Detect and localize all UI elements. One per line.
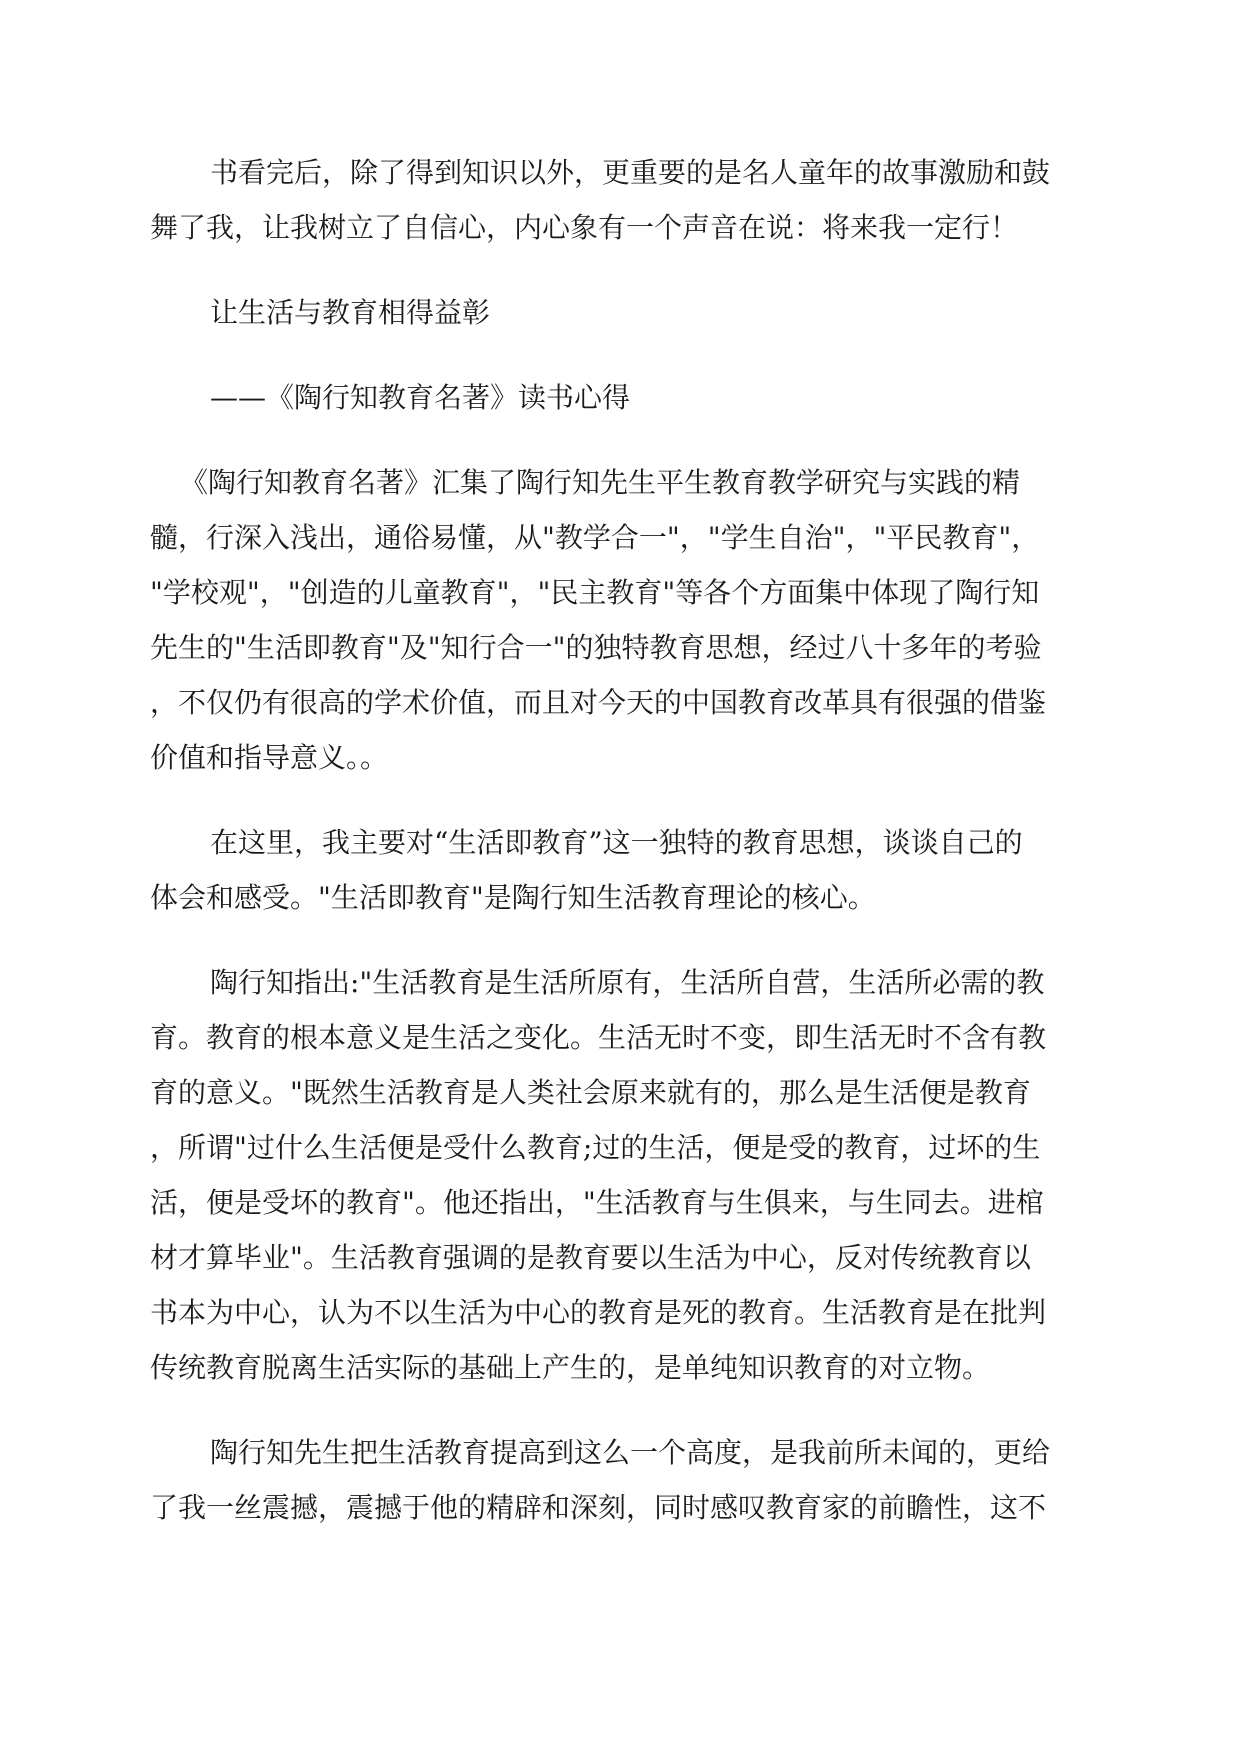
paragraph-5 xyxy=(150,1425,1090,1535)
text-line: ，所谓"过什么生活便是受什么教育;过的生活，便是受的教育，过坏的生 xyxy=(150,1131,1041,1164)
text-line: 书看完后，除了得到知识以外，更重要的是名人童年的故事激励和鼓 xyxy=(210,156,1051,189)
text-line: 体会和感受。"生活即教育"是陶行知生活教育理论的核心。 xyxy=(150,881,876,914)
text-line: 髓，行深入浅出，通俗易懂，从"教学合一"，"学生自治"，"平民教育"， xyxy=(150,521,1040,554)
paragraph-3 xyxy=(150,815,1090,925)
article-title: 让生活与教育相得益彰 xyxy=(210,296,491,329)
text-line: 材才算毕业"。生活教育强调的是教育要以生活为中心，反对传统教育以 xyxy=(150,1241,1031,1274)
text-line: 《陶行知教育名著》汇集了陶行知先生平生教育教学研究与实践的精 xyxy=(180,466,1021,499)
text-line: 在这里，我主要对“生活即教育”这一独特的教育思想，谈谈自己的 xyxy=(210,826,1023,859)
text-line: 书本为中心，认为不以生活为中心的教育是死的教育。生活教育是在批判 xyxy=(150,1296,1047,1329)
paragraph-2 xyxy=(150,455,1090,785)
article-subtitle: ——《陶行知教育名著》读书心得 xyxy=(210,381,631,414)
document-body xyxy=(150,145,1090,1565)
text-line: 陶行知指出:"生活教育是生活所原有，生活所自营，生活所必需的教 xyxy=(210,966,1045,999)
text-line: "学校观"，"创造的儿童教育"，"民主教育"等各个方面集中体现了陶行知 xyxy=(150,576,1040,609)
text-line: 传统教育脱离生活实际的基础上产生的，是单纯知识教育的对立物。 xyxy=(150,1351,991,1384)
text-line: 价值和指导意义。。 xyxy=(150,741,389,774)
text-line: 活，便是受坏的教育"。他还指出，"生活教育与生俱来，与生同去。进棺 xyxy=(150,1186,1044,1219)
paragraph-1 xyxy=(150,145,1090,255)
text-line: 舞了我，让我树立了自信心，内心象有一个声音在说：将来我一定行！ xyxy=(150,211,1019,244)
text-line: 陶行知先生把生活教育提高到这么一个高度，是我前所未闻的，更给 xyxy=(210,1436,1051,1469)
text-line: 育的意义。"既然生活教育是人类社会原来就有的，那么是生活便是教育 xyxy=(150,1076,1031,1109)
text-line: 了我一丝震撼，震撼于他的精辟和深刻，同时感叹教育家的前瞻性，这不 xyxy=(150,1491,1047,1524)
text-line: ，不仅仍有很高的学术价值，而且对今天的中国教育改革具有很强的借鉴 xyxy=(150,686,1047,719)
text-line: 育。教育的根本意义是生活之变化。生活无时不变，即生活无时不含有教 xyxy=(150,1021,1047,1054)
text-line: 先生的"生活即教育"及"知行合一"的独特教育思想，经过八十多年的考验 xyxy=(150,631,1042,664)
paragraph-4 xyxy=(150,955,1090,1395)
